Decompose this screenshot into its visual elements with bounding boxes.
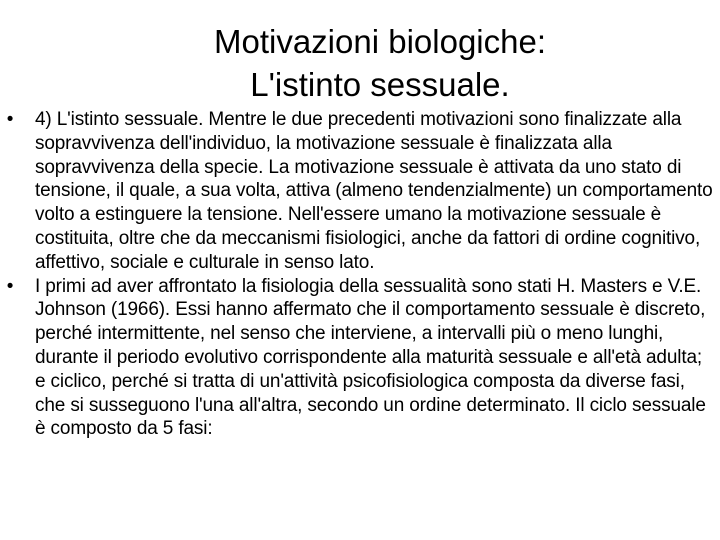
bullet-marker: • [6, 275, 14, 297]
bullet-2-text: I primi ad aver affrontato la fisiologia della sessualità sono stati H. Masters e V.E. Johnson (1966). Essi hanno affermato che il comportamento sessuale è discreto, perché intermittente, nel senso che interviene, a intervalli più o meno lunghi, durante il periodo evolutivo corrispondente alla maturità sessuale e all'età adulta; e ciclico, perché si tratta di un'attività psicofisiologica composta da diverse fasi, che si susseguono l'una all'altra, secondo un ordine determinato. Il ciclo sessuale è composto da 5 fasi: [35, 275, 706, 440]
bullet-1-prefix: 4) [35, 109, 57, 130]
bullet-1-text: . Mentre le due precedenti motivazioni sono finalizzate alla sopravvivenza dell'individuo, la motivazione sessuale è finalizzata alla sopravvivenza della specie. La motivazione sessuale è attivata da uno stato di tensione, il quale, a sua volta, attiva (almeno tendenzialmente) un comportamento volto a estinguere la tensione. Nell'essere umano la motivazione sessuale è costituita, oltre che da meccanismi fisiologici, anche da fattori di ordine cognitivo, affettivo, sociale e culturale in senso lato. [35, 109, 713, 273]
bullet-item-2 [6, 275, 716, 442]
bullet-list [6, 108, 716, 441]
title-line-1: Motivazioni biologiche: [213, 23, 546, 60]
bullet-1-emphasis: L'istinto sessuale [56, 109, 199, 130]
slide-title [120, 20, 640, 106]
bullet-marker: • [6, 109, 14, 130]
title-line-2: L'istinto sessuale. [250, 66, 510, 103]
bullet-item-1 [6, 108, 716, 275]
